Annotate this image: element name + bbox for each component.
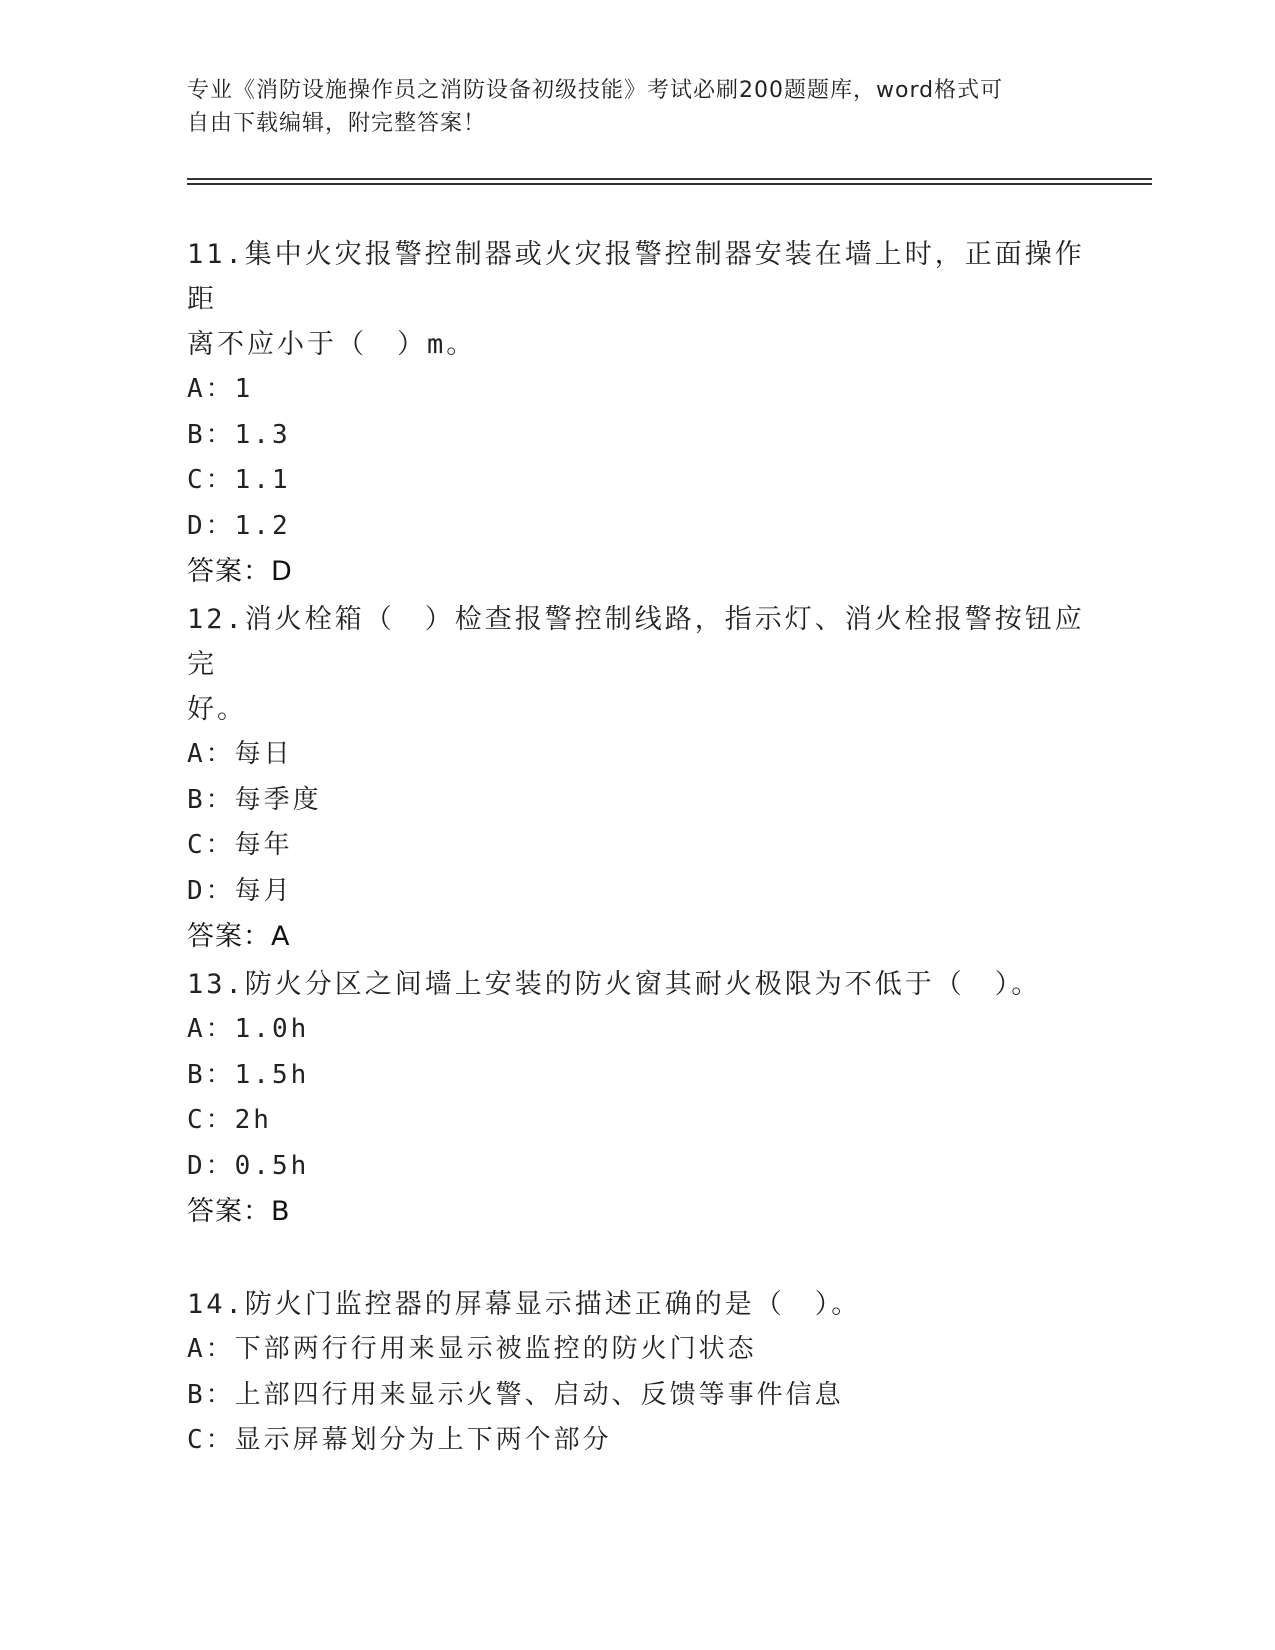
answer-label: 答案：D bbox=[187, 556, 293, 587]
option-c: C：每年 bbox=[187, 830, 293, 860]
question-14 bbox=[187, 1282, 1087, 1464]
option-d: D：每月 bbox=[187, 875, 293, 906]
header-divider-top bbox=[187, 178, 1152, 180]
question-stem-line: 11.集中火灾报警控制器或火灾报警控制器安装在墙上时，正面操作距 bbox=[187, 239, 1085, 315]
question-stem-line: 离不应小于（ ）m。 bbox=[187, 329, 477, 360]
question-stem-line: 13.防火分区之间墙上安装的防火窗其耐火极限为不低于（ ）。 bbox=[187, 969, 1042, 1000]
option-d: D：0.5h bbox=[187, 1150, 310, 1181]
header-divider-bottom bbox=[187, 183, 1152, 185]
question-12 bbox=[187, 597, 1087, 959]
document-intro bbox=[187, 74, 1087, 140]
question-13 bbox=[187, 962, 1087, 1234]
option-b: B：1.5h bbox=[187, 1059, 310, 1090]
question-stem-line: 好。 bbox=[187, 694, 247, 725]
question-stem-line: 12.消火栓箱（ ）检查报警控制线路，指示灯、消火栓报警按钮应完 bbox=[187, 604, 1085, 680]
option-a: A：下部两行行用来显示被监控的防火门状态 bbox=[187, 1334, 757, 1364]
question-stem-line: 14.防火门监控器的屏幕显示描述正确的是（ ）。 bbox=[187, 1289, 862, 1320]
answer-label: 答案：A bbox=[187, 921, 291, 952]
option-b: B：1.3 bbox=[187, 419, 291, 450]
option-c: C：1.1 bbox=[187, 465, 291, 495]
question-11 bbox=[187, 232, 1087, 594]
option-c: C：显示屏幕划分为上下两个部分 bbox=[187, 1425, 612, 1455]
answer-label: 答案：B bbox=[187, 1196, 291, 1227]
option-c: C：2h bbox=[187, 1105, 272, 1135]
option-d: D：1.2 bbox=[187, 510, 291, 541]
option-a: A：1.0h bbox=[187, 1014, 310, 1044]
intro-line-1: 专业《消防设施操作员之消防设备初级技能》考试必刷200题题库，word格式可 bbox=[187, 78, 1004, 103]
intro-line-2: 自由下载编辑，附完整答案！ bbox=[187, 111, 487, 136]
option-b: B：上部四行用来显示火警、启动、反馈等事件信息 bbox=[187, 1379, 844, 1410]
option-a: A：1 bbox=[187, 374, 254, 404]
option-b: B：每季度 bbox=[187, 784, 322, 815]
option-a: A：每日 bbox=[187, 739, 293, 769]
